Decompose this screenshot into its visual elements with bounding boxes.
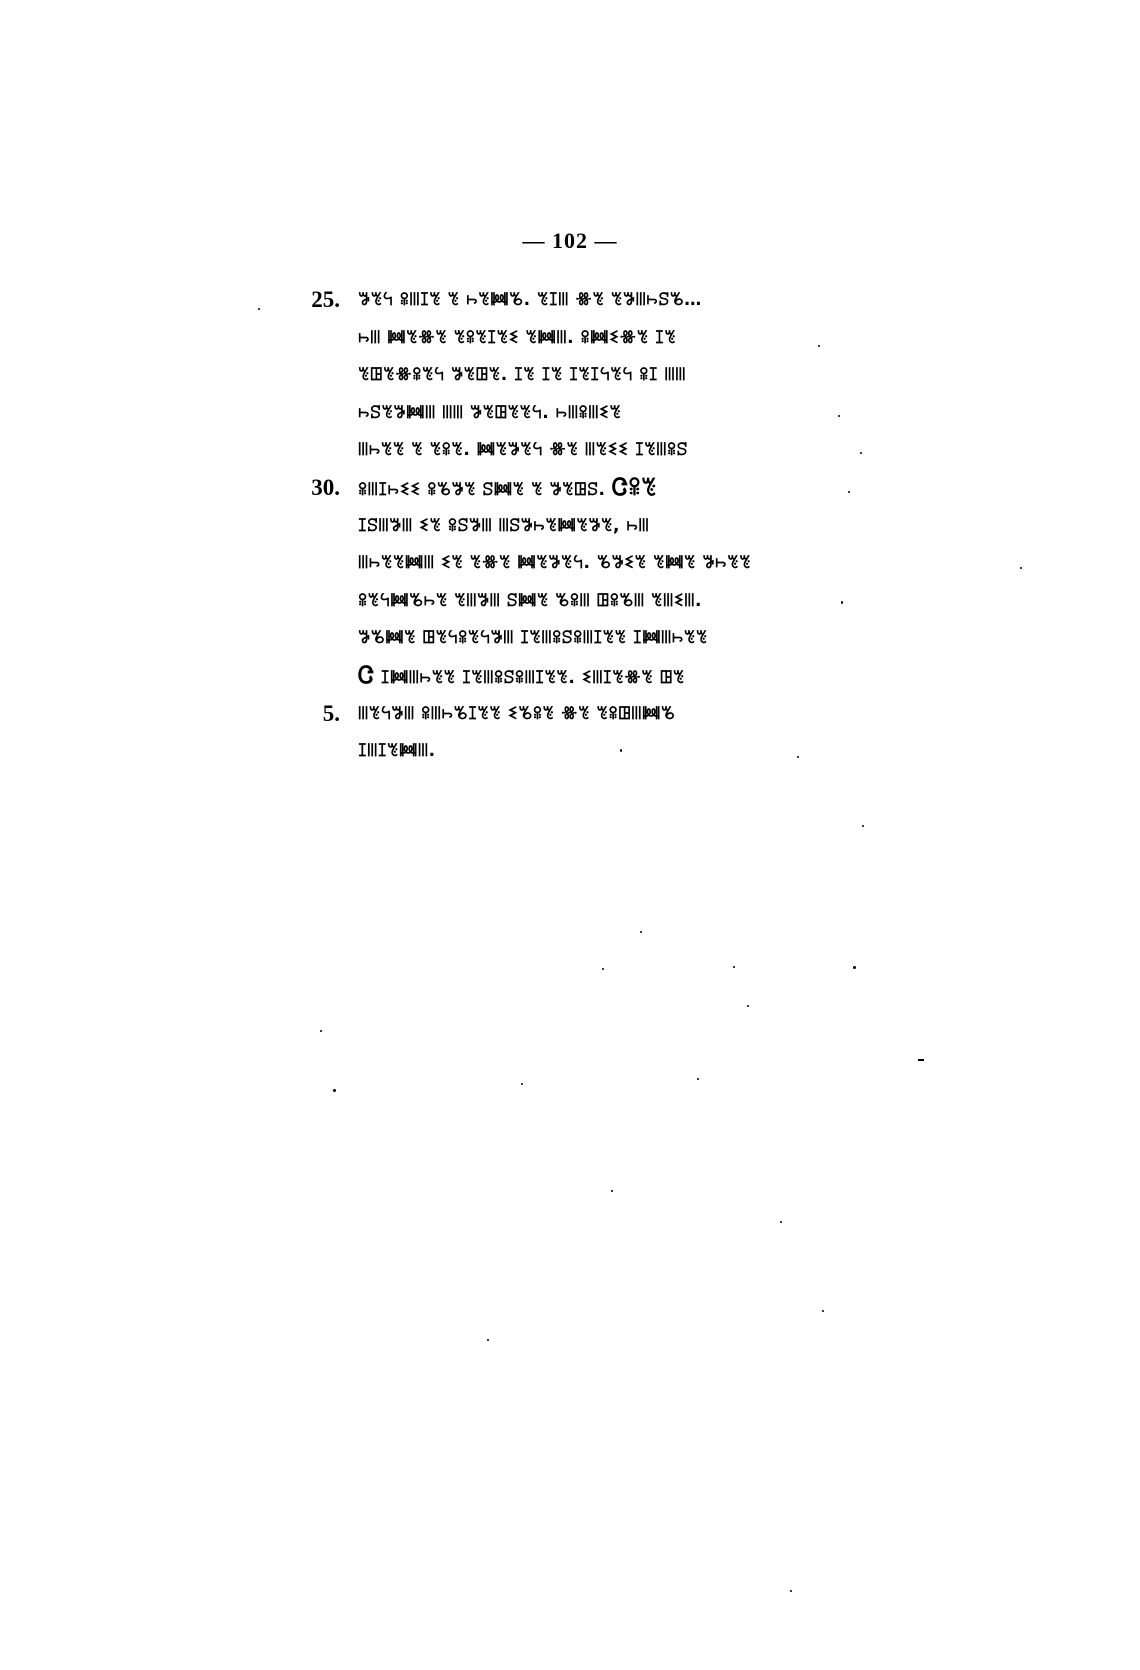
scan-speck xyxy=(841,601,843,604)
text-line xyxy=(290,625,850,663)
scan-speck xyxy=(1020,567,1022,569)
line-text: ꕯꕶꔖꖃꔖ ꗨꔳ ꕉꕶꖃꔖ ꔖꕶꖃꖨꔳꔞꔳꖃꔳ, ꖨꔖ xyxy=(358,515,650,536)
line-text: ꔳꖸꔳꗥꕉꔳꕪ ꖃꔳꖸꔳ. ꕯꔳ ꕯꔳ ꕯꔳꕯꕪꔳꕪ ꕉꕯ ꔖꔖ xyxy=(358,365,686,386)
line-text: ꖨꔖ ꔞꔳꗥꔳ ꔳꕉꔳꕯꔳꗨ ꔳꔞꔖ. ꕉꔞꗨꗥꔳ ꕯꔳ xyxy=(358,327,677,348)
line-text: ꔖꖨꔳꔳꔞꔖ ꗨꔳ ꔳꗥꔳ ꔞꔳꖃꔳꕪ. ꘋꖃꗨꔳ ꔳꔞꔳ ꖃꖨꔳꔳ xyxy=(358,553,752,574)
scan-speck xyxy=(853,966,856,969)
text-line xyxy=(290,437,850,475)
text-line xyxy=(290,400,850,438)
scan-speck xyxy=(640,931,642,933)
scan-speck xyxy=(697,1078,699,1080)
scan-speck xyxy=(848,491,850,493)
scan-speck xyxy=(611,1190,613,1192)
scan-speck xyxy=(797,756,799,758)
line-text: ꕉꔳꕪꔞꘋꖨꔳ ꔳꔖꖃꔖ ꕶꔞꔳ ꘋꕉꔖ ꖸꕉꘋꔖ ꔳꔖꗨꔖ. xyxy=(358,590,702,611)
scan-speck xyxy=(258,308,260,310)
scan-speck xyxy=(333,1089,336,1092)
line-text: ꖨꕶꔳꖃꔞꔖ ꔖꔖ ꖃꔳꖸꔳꔳꕪ. ꖨꔖꕉꔖꗨꔳ xyxy=(358,402,622,423)
scan-speck xyxy=(320,1030,322,1032)
scan-speck xyxy=(747,1005,749,1007)
line-number: 25. xyxy=(311,287,340,312)
line-text-capital: Ꮳ xyxy=(358,662,375,689)
line-text: ꖃꔳꕪ ꕉꔖꕯꔳ ꔳ ꖨꔳꔞꘋ. ꔳꕯꔖ ꗥꔳ ꔳꖃꔖꖨꕶꘋ… xyxy=(358,290,702,310)
scan-speck xyxy=(602,968,604,970)
text-line xyxy=(290,663,850,701)
line-text: ꔖꖨꔳꔳ ꔳ ꔳꕉꔳ. ꔞꔳꖃꔳꕪ ꗥꔳ ꔖꔳꗨꗨ ꕯꔳꔖꕉꕶ xyxy=(358,440,688,461)
text-line xyxy=(290,513,850,551)
line-text: ꖃꘋꔞꔳ ꖸꔳꕪꕉꔳꕪꖃꔖ ꕯꔳꔖꕉꕶꕉꔖꕯꔳꔳ ꕯꔞꔖꖨꔳꔳ xyxy=(358,628,708,649)
scan-speck xyxy=(487,1339,489,1341)
text-line xyxy=(290,738,850,776)
line-text: ꔖꔳꕪꖃꔖ ꕉꔖꖨꘋꕯꔳꔳ ꗨꘋꕉꔳ ꗥꔳ ꔳꕉꖸꔖꔞꘋ xyxy=(358,703,676,724)
scan-speck xyxy=(822,1310,824,1312)
line-number: 30. xyxy=(311,474,340,500)
scan-speck xyxy=(818,345,820,347)
scan-speck xyxy=(918,1059,924,1061)
scan-speck xyxy=(780,1221,782,1223)
scan-speck xyxy=(860,452,862,454)
scan-speck xyxy=(862,825,864,827)
line-text-body: ꕯꔞꔖꖨꔳꔳ ꕯꔳꔖꕉꕶꕉꔖꕯꔳꔳ. ꗨꔖꕯꔳꗥꔳ ꖸꔳ xyxy=(380,667,685,688)
text-line xyxy=(290,550,850,588)
text-line xyxy=(290,325,850,363)
text-block xyxy=(290,287,850,776)
text-line xyxy=(290,287,850,325)
text-line xyxy=(290,588,850,626)
line-number: 5. xyxy=(322,700,340,726)
text-line xyxy=(290,701,850,739)
scan-speck xyxy=(838,415,840,417)
text-line xyxy=(290,362,850,400)
scan-speck xyxy=(733,966,735,968)
line-text xyxy=(358,663,685,691)
scan-speck xyxy=(521,1083,523,1085)
page-number: — 102 — xyxy=(522,228,618,253)
line-text-capital: Ꮳꕉꔳ xyxy=(611,474,658,501)
scan-speck xyxy=(790,1590,792,1592)
text-line xyxy=(290,475,850,513)
line-text xyxy=(358,475,657,503)
line-text-body: ꕉꔖꕯꖨꗨꗨ ꕉꘋꖃꔳ ꕶꔞꔳ ꔳ ꖃꔳꖸꕶ. xyxy=(358,479,606,500)
line-text: ꕯꔖꕯꔳꔞꔖ. xyxy=(358,741,436,762)
scan-speck xyxy=(620,749,622,752)
